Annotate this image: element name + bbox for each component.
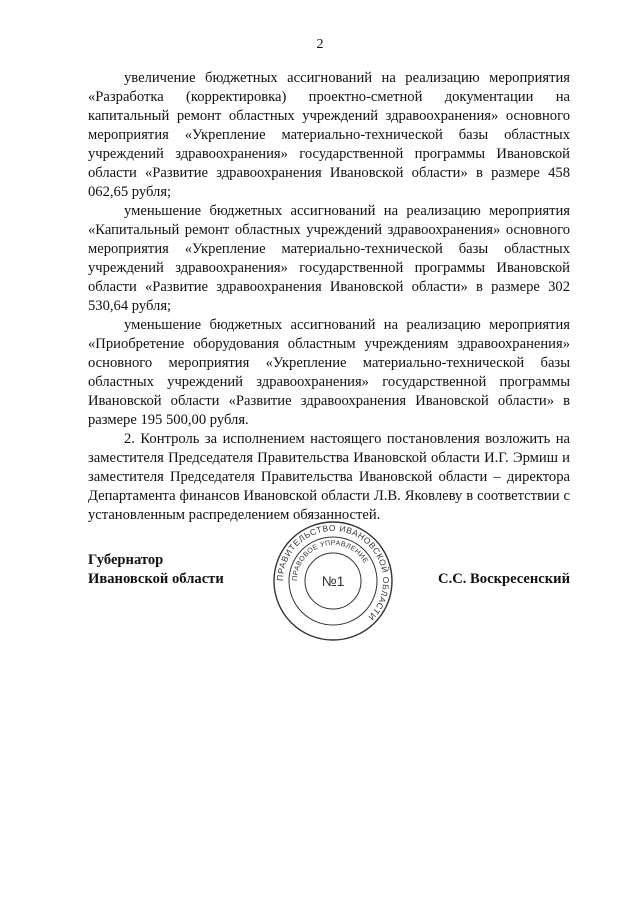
official-stamp — [272, 520, 394, 642]
page-number: 2 — [316, 37, 324, 52]
stamp-center-text: №1 — [321, 573, 345, 589]
paragraph-budget-increase: увеличение бюджетных ассигнований на реализацию мероприятия «Разработка (корректировка) проектно-сметной документации на капитальный ремонт областных учреждений здравоохранения» основного мероприятия «Укрепление материально-технической базы областных учреждений здравоохранения» государственной программы Ивановской области «Развитие здравоохранения Ивановской области» в размере 458 062,65 рубля; — [88, 70, 570, 200]
stamp-inner-text: ПРАВОВОЕ УПРАВЛЕНИЕ — [291, 539, 369, 582]
paragraph-budget-decrease-repair: уменьшение бюджетных ассигнований на реализацию мероприятия «Капитальный ремонт областных учреждений здравоохранения» основного мероприятия «Укрепление материально-технической базы областных учреждений здравоохранения» государственной программы Ивановской области «Развитие здравоохранения Ивановской области» в размере 302 530,64 рубля; — [88, 203, 570, 314]
signatory-name: С.С. Воскресенский — [438, 571, 570, 587]
paragraph-control-clause: 2. Контроль за исполнением настоящего постановления возложить на заместителя Председателя Правительства Ивановской области И.Г. Эрмиш и заместителя Председателя Правительства Ивановской области – директора Департамента финансов Ивановской области Л.В. Яковлеву в соответствии с установленным распределением обязанностей. — [88, 431, 570, 523]
signatory-title-line1: Губернатор — [88, 552, 164, 568]
stamp-outer-text: ПРАВИТЕЛЬСТВО ИВАНОВСКОЙ ОБЛАСТИ — [274, 522, 392, 623]
signatory-title-line2: Ивановской области — [88, 571, 224, 587]
signatory-title — [88, 551, 224, 589]
body-text — [88, 69, 570, 525]
paragraph-budget-decrease-equipment: уменьшение бюджетных ассигнований на реализацию мероприятия «Приобретение оборудования областным учреждениям здравоохранения» основного мероприятия «Укрепление материально-технической базы областных учреждений здравоохранения» государственной программы Ивановской области «Развитие здравоохранения Ивановской области» в размере 195 500,00 рубля. — [88, 317, 570, 428]
